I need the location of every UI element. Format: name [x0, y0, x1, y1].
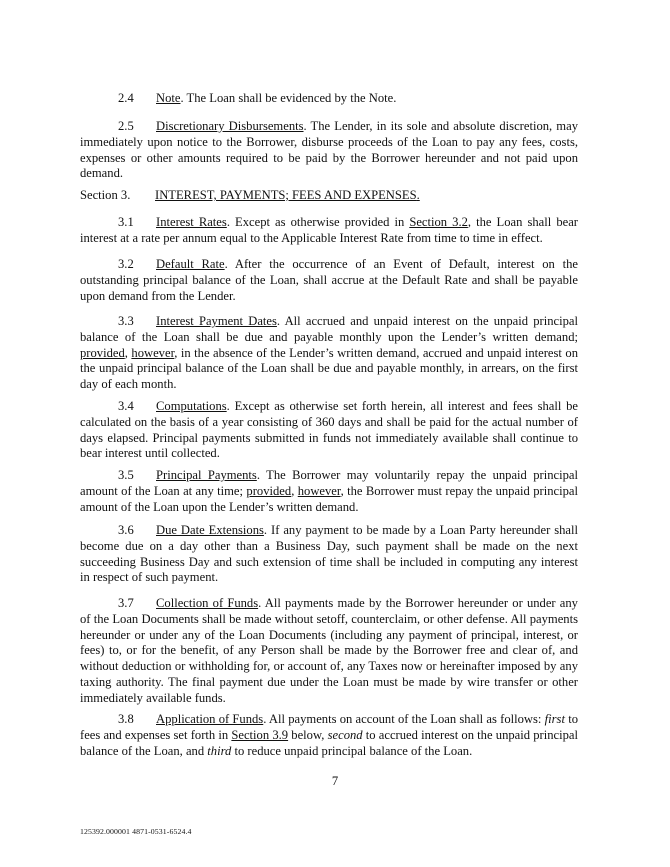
paragraph-3-1: 3.1 Interest Rates. Except as otherwise provided in Section 3.2, the Loan shall bear interest at a rate per annum equal to the Applicable Interest Rate from time to time in effect.	[80, 215, 578, 245]
emphasis-text: second	[327, 727, 363, 742]
paragraph-3-3: 3.3 Interest Payment Dates. All accrued and unpaid interest on the unpaid principal balance of the Loan shall be due and payable monthly upon the Lender’s written demand; provided, however, in the absence of the Lender’s written demand, accrued and unpaid interest on the unpaid principal balance of the Loan shall be due and payable monthly, in arrears, on the first day of each month.	[80, 314, 578, 392]
emphasis-text: first	[544, 712, 565, 726]
section-number: 3.3	[118, 314, 134, 328]
body-text: The Borrower may voluntarily repay the unpaid principal amount of the Loan at any time;	[80, 468, 578, 498]
body-text: ,	[291, 483, 298, 498]
body-text: Except as otherwise set forth herein, all interest and fees shall be calculated on the basis of a year consisting of 360 days and shall be paid for the actual number of days elapsed. Principal payments submitted in funds not immediately available shall continue to bear interest until collected.	[80, 399, 578, 461]
section-heading: Interest Rates	[156, 215, 227, 229]
body-text: All payments on account of the Loan shall as follows:	[266, 712, 545, 726]
body-text: After the occurrence of an Event of Default, interest on the outstanding principal balance of the Loan, shall accrue at the Default Rate and shall be payable upon demand from the Lender.	[80, 257, 578, 303]
section-number: 2.5	[118, 119, 134, 133]
section-number: 3.5	[118, 468, 134, 482]
section-heading: Computations	[156, 399, 227, 413]
body-text: , the Loan shall bear interest at a rate per annum equal to the Applicable Interest Rate from time to time in effect.	[80, 215, 578, 245]
paragraph-2-5: 2.5 Discretionary Disbursements. The Lender, in its sole and absolute discretion, may immediately upon notice to the Borrower, disburse proceeds of the Loan to pay any fees, costs, expenses or other amounts required to be paid by the Borrower hereunder and not paid upon demand.	[80, 119, 578, 181]
body-text: All accrued and unpaid interest on the unpaid principal balance of the Loan shall be due and payable monthly upon the Lender’s written demand;	[80, 314, 578, 344]
section-heading: Note	[156, 91, 181, 105]
section-heading: Default Rate	[156, 257, 225, 271]
paragraph-2-4: 2.4 Note. The Loan shall be evidenced by the Note.	[118, 91, 397, 105]
section-number: 2.4	[118, 91, 134, 105]
section-number: 3.8	[118, 712, 134, 726]
section-3-heading	[80, 188, 578, 204]
section-heading: Due Date Extensions	[156, 523, 264, 537]
section-heading-suffix: .	[416, 188, 420, 202]
cross-reference-text: Section 3.2	[409, 215, 468, 229]
body-text: ,	[124, 345, 132, 360]
section-heading: Application of Funds	[156, 712, 264, 726]
section-heading: INTEREST, PAYMENTS; FEES AND EXPENSES	[155, 188, 417, 202]
section-number: 3.2	[118, 257, 134, 271]
section-number: 3.1	[118, 215, 134, 229]
cross-reference-text: provided	[80, 345, 125, 360]
body-text: The Loan shall be evidenced by the Note.	[183, 91, 397, 105]
section-heading: Interest Payment Dates	[156, 314, 277, 328]
body-text: to reduce unpaid principal balance of the Loan.	[231, 743, 473, 758]
document-footer-id: 125392.000001 4871-0531-6524.4	[80, 827, 192, 836]
section-number: Section 3.	[80, 188, 131, 202]
section-heading: Discretionary Disbursements	[156, 119, 304, 133]
body-text: below,	[288, 727, 328, 742]
cross-reference-text: however	[131, 345, 175, 360]
cross-reference-text: provided	[246, 483, 292, 498]
emphasis-text: third	[207, 743, 232, 758]
paragraph-3-7: 3.7 Collection of Funds. All payments made by the Borrower hereunder or under any of the Loan Documents shall be made without setoff, counterclaim, or other defense. All payments hereunder or under any of the Loan Documents (including any payment of principal, interest, or fees) to, or for the benefit, of any Person shall be made by the Borrower free and clear of, and without deduction or withholding for, or account of, any Taxes now or hereinafter imposed by any taxing authority. The final payment due under the Loan must be made by wire transfer or other immediately available funds.	[80, 596, 578, 705]
section-heading: Principal Payments	[156, 468, 257, 482]
cross-reference-text: Section 3.9	[231, 727, 289, 742]
body-text: All payments made by the Borrower hereunder or under any of the Loan Documents shall be made without setoff, counterclaim, or other defense. All payments hereunder or under any of the Loan Documents (including any payment of principal, interest, or fees) to, or for the benefit, of any Person shall be made by the Borrower free and clear of, and without deduction or withholding for, or account of, any Taxes now or hereinafter imposed by any taxing authority. The final payment due under the Loan must be made by wire transfer or other immediately available funds.	[80, 596, 578, 705]
body-text: , in the absence of the Lender’s written demand, accrued and unpaid interest on the unpaid principal balance of the Loan shall be due and payable monthly, in arrears, on the first day of each month.	[80, 345, 578, 392]
paragraph-3-8: 3.8 Application of Funds. All payments on account of the Loan shall as follows: first to fees and expenses set forth in Section 3.9 below, second to accrued interest on the unpaid principal balance of the Loan, and third to reduce unpaid principal balance of the Loan.	[80, 712, 579, 758]
paragraph-3-2: 3.2 Default Rate. After the occurrence of an Event of Default, interest on the outstanding principal balance of the Loan, shall accrue at the Default Rate and shall be payable upon demand from the Lender.	[80, 257, 578, 303]
cross-reference-text: however	[297, 483, 341, 498]
body-text: The Lender, in its sole and absolute discretion, may immediately upon notice to the Borrower, disburse proceeds of the Loan to pay any fees, costs, expenses or other amounts required to be paid by the Borrower hereunder and not paid upon demand.	[80, 119, 578, 181]
body-text: , the Borrower must repay the unpaid principal amount of the Loan upon the Lender’s written demand.	[80, 483, 578, 514]
paragraph-3-5: 3.5 Principal Payments. The Borrower may voluntarily repay the unpaid principal amount of the Loan at any time; provided, however, the Borrower must repay the unpaid principal amount of the Loan upon the Lender’s written demand.	[80, 468, 578, 514]
page-number: 7	[331, 774, 339, 788]
section-number: 3.6	[118, 523, 134, 537]
paragraph-3-6: 3.6 Due Date Extensions. If any payment to be made by a Loan Party hereunder shall become due on a day other than a Business Day, such payment shall be made on the next succeeding Business Day and such extension of time shall be included in computing any interest in respect of such payment.	[80, 523, 578, 585]
section-heading: Collection of Funds	[156, 596, 259, 610]
section-number: 3.7	[118, 596, 134, 610]
section-number: 3.4	[118, 399, 134, 413]
body-text: If any payment to be made by a Loan Party hereunder shall become due on a day other than a Business Day, such payment shall be made on the next succeeding Business Day and such extension of time shall be included in computing any interest in respect of such payment.	[80, 523, 578, 585]
body-text: to fees and expenses set forth in	[80, 712, 578, 742]
body-text: Except as otherwise provided in	[229, 215, 410, 229]
paragraph-3-4: 3.4 Computations. Except as otherwise set forth herein, all interest and fees shall be calculated on the basis of a year consisting of 360 days and shall be paid for the actual number of days elapsed. Principal payments submitted in funds not immediately available shall continue to bear interest until collected.	[80, 399, 578, 461]
body-text: to accrued interest on the unpaid principal balance of the Loan, and	[80, 727, 579, 758]
